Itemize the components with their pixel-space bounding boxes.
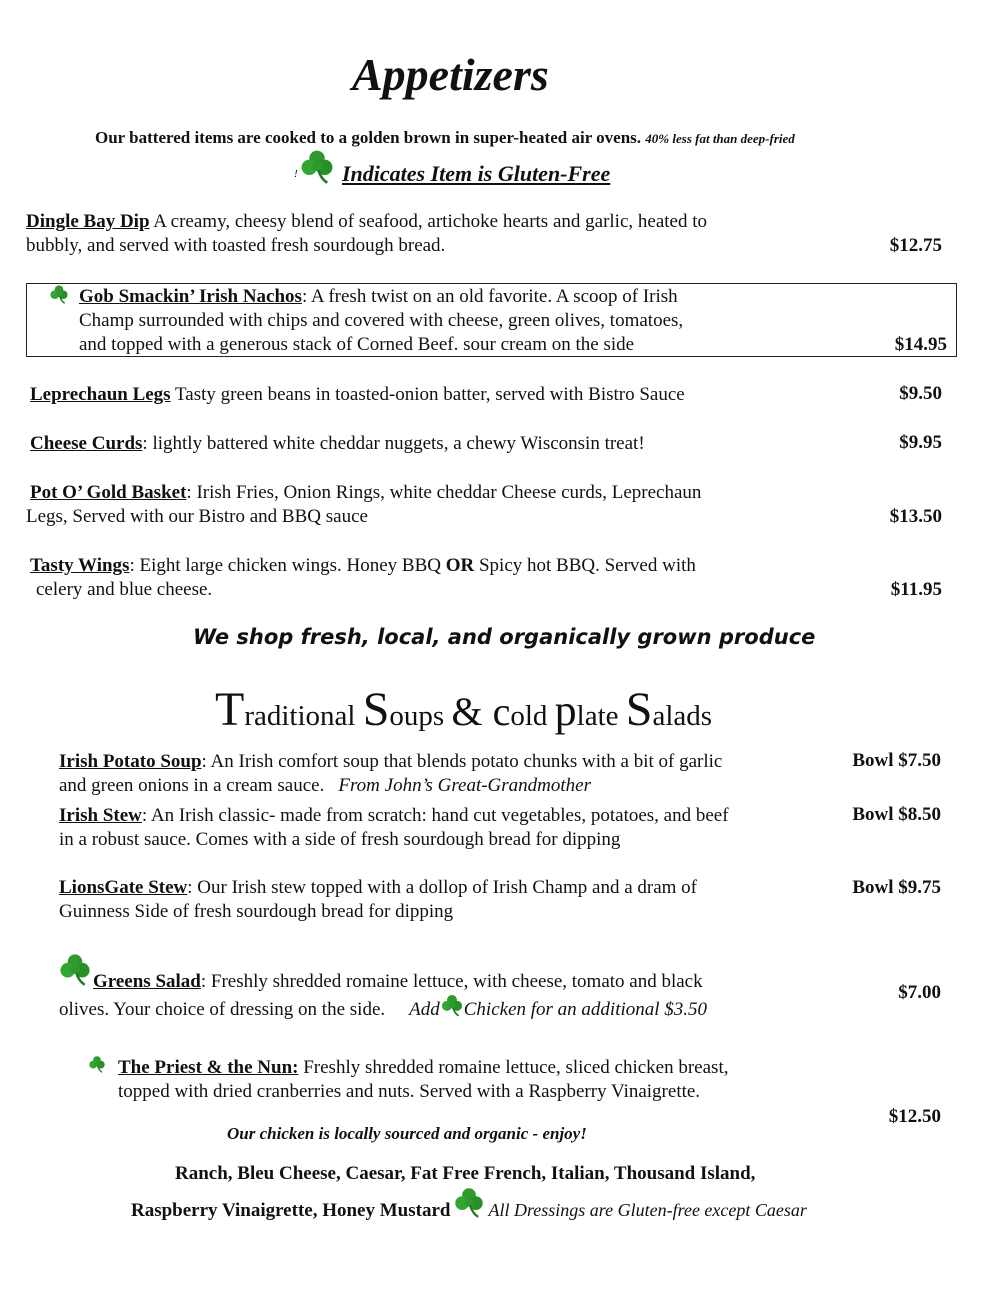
item-price: $7.00 <box>898 982 941 1003</box>
item-sep: : <box>186 482 197 503</box>
menu-item-lionsgate-stew <box>59 876 829 924</box>
item-desc: in a robust sauce. Comes with a side of fresh sourdough bread for dipping <box>59 829 621 850</box>
item-name: Pot O’ Gold Basket <box>30 482 187 503</box>
item-desc: Champ surrounded with chips and covered with cheese, green olives, tomatoes, <box>79 310 684 331</box>
gf-prefix: ! <box>294 168 298 180</box>
menu-item-irish-stew <box>59 804 839 852</box>
chicken-note: Our chicken is locally sourced and organic - enjoy! <box>227 1124 587 1143</box>
item-desc: Guinness Side of fresh sourdough bread for dipping <box>59 901 454 922</box>
item-note: From John’s Great-Grandmother <box>338 775 591 796</box>
item-sep: : <box>129 555 140 576</box>
title-amp: & <box>451 689 493 734</box>
menu-item-leprechaun-legs <box>30 383 685 407</box>
shamrock-icon <box>300 148 334 184</box>
item-name: Irish Potato Soup <box>59 751 202 772</box>
intro-main: Our battered items are cooked to a golden brown in super-heated air ovens. <box>95 128 642 147</box>
dressings-note: All Dressings are Gluten-free except Caesar <box>488 1200 807 1220</box>
item-sep: : <box>201 751 211 772</box>
title-letter: S <box>362 683 390 736</box>
title-letter: S <box>625 683 653 736</box>
item-desc: Irish Fries, Onion Rings, white cheddar Cheese curds, Leprechaun <box>196 482 702 503</box>
item-desc: Our Irish stew topped with a dollop of Irish Champ and a dram of <box>197 877 697 898</box>
title-word: old <box>510 700 555 732</box>
item-sep: : <box>141 805 151 826</box>
intro-note: 40% less fat than deep-fried <box>645 131 795 146</box>
item-name: Gob Smackin’ Irish Nachos <box>79 286 302 307</box>
shamrock-icon <box>89 1055 105 1073</box>
menu-item-pot-o-gold <box>26 481 856 529</box>
item-name: LionsGate Stew <box>59 877 188 898</box>
gf-label: Indicates Item is Gluten-Free <box>342 161 611 186</box>
item-sep: : <box>301 286 311 307</box>
title-word: alads <box>652 700 713 732</box>
item-price: $12.75 <box>889 235 942 256</box>
shamrock-icon <box>454 1186 484 1216</box>
title-letter: c <box>492 689 511 734</box>
item-price: $13.50 <box>889 506 942 527</box>
title-letter: T <box>215 683 245 736</box>
item-price: Bowl $7.50 <box>852 750 941 771</box>
item-desc: Tasty green beans in toasted-onion batter, served with Bistro Sauce <box>175 384 685 405</box>
produce-note: We shop fresh, local, and organically grown produce <box>193 625 816 649</box>
item-desc: A fresh twist on an old favorite. A scoop of Irish <box>310 286 678 307</box>
title-letter: p <box>554 686 577 735</box>
item-price: $14.95 <box>894 334 947 355</box>
appetizers-intro <box>95 128 795 148</box>
item-desc: olives. Your choice of dressing on the side. <box>59 999 386 1020</box>
item-desc: Freshly shredded romaine lettuce, with cheese, tomato and black <box>210 971 703 992</box>
item-desc: An Irish comfort soup that blends potato chunks with a bit of garlic <box>210 751 723 772</box>
item-name: The Priest & the Nun: <box>118 1057 299 1078</box>
item-desc: celery and blue cheese. <box>36 579 213 600</box>
item-name: Dingle Bay Dip <box>26 211 150 232</box>
menu-item-tasty-wings <box>30 554 860 602</box>
soups-salads-title <box>215 683 713 736</box>
item-name: Irish Stew <box>59 805 142 826</box>
dressings-line-2 <box>131 1186 807 1226</box>
item-desc: lightly battered white cheddar nuggets, a chewy Wisconsin treat! <box>152 433 645 454</box>
menu-item-dingle-bay-dip <box>26 210 856 258</box>
title-word: late <box>576 700 626 732</box>
shamrock-icon <box>50 284 68 304</box>
menu-item-greens-salad <box>59 970 839 1022</box>
item-name: Leprechaun Legs <box>30 384 171 405</box>
item-price: $12.50 <box>888 1106 941 1127</box>
item-price: Bowl $9.75 <box>852 877 941 898</box>
appetizers-title: Appetizers <box>352 49 549 100</box>
item-price: $11.95 <box>890 579 942 600</box>
item-desc: and green onions in a cream sauce. <box>59 775 325 796</box>
dressings-list: Raspberry Vinaigrette, Honey Mustard <box>131 1200 451 1221</box>
item-desc: bubbly, and served with toasted fresh sourdough bread. <box>26 235 446 256</box>
item-sep: : <box>142 433 153 454</box>
title-word: oups <box>389 700 452 732</box>
item-desc: Eight large chicken wings. Honey BBQ <box>139 555 446 576</box>
menu-item-priest-and-nun <box>118 1056 838 1104</box>
item-add-text: Chicken for an additional $3.50 <box>463 999 708 1020</box>
item-name: Greens Salad <box>93 971 201 992</box>
menu-item-irish-nachos <box>79 285 859 357</box>
item-desc: Spicy hot BBQ. Served with <box>474 555 696 576</box>
item-sep: : <box>200 971 211 992</box>
item-desc: A creamy, cheesy blend of seafood, artichoke hearts and garlic, heated to <box>153 211 707 232</box>
item-name: Tasty Wings <box>30 555 130 576</box>
item-price: $9.95 <box>899 432 942 453</box>
menu-item-irish-potato-soup <box>59 750 829 798</box>
menu-item-cheese-curds <box>30 432 645 456</box>
item-sep: : <box>187 877 198 898</box>
item-or: OR <box>445 555 475 576</box>
dressings-line-1: Ranch, Bleu Cheese, Caesar, Fat Free French, Italian, Thousand Island, <box>175 1163 756 1184</box>
item-desc: Legs, Served with our Bistro and BBQ sauce <box>26 506 368 527</box>
item-add: Add <box>409 999 440 1020</box>
item-price: Bowl $8.50 <box>852 804 941 825</box>
item-desc: An Irish classic- made from scratch: hand cut vegetables, potatoes, and beef <box>150 805 729 826</box>
item-price: $9.50 <box>899 383 942 404</box>
item-desc: Freshly shredded romaine lettuce, sliced chicken breast, <box>303 1057 729 1078</box>
title-word: raditional <box>244 700 363 732</box>
shamrock-icon <box>440 1001 464 1019</box>
item-desc: and topped with a generous stack of Corned Beef. sour cream on the side <box>79 334 635 355</box>
item-name: Cheese Curds <box>30 433 143 454</box>
gf-legend <box>294 148 654 188</box>
item-desc: topped with dried cranberries and nuts. Served with a Raspberry Vinaigrette. <box>118 1081 701 1102</box>
